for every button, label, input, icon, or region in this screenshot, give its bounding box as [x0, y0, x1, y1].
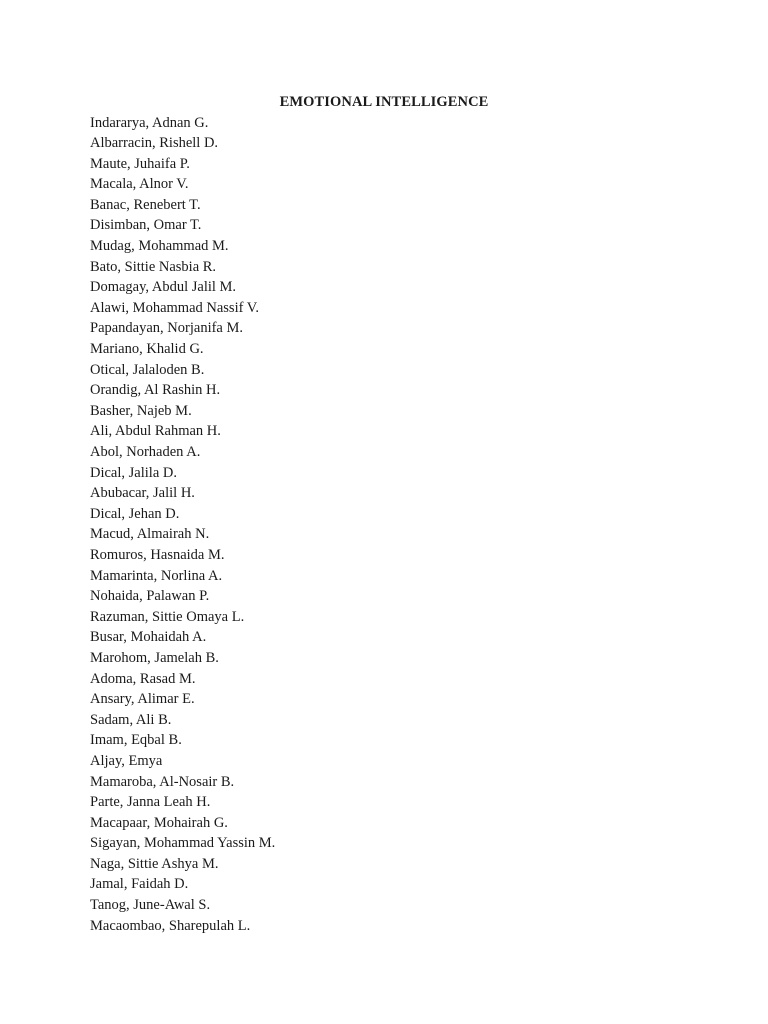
list-item: Busar, Mohaidah A. — [90, 629, 207, 646]
list-item: Basher, Najeb M. — [90, 402, 192, 419]
list-item: Nohaida, Palawan P. — [90, 588, 210, 605]
list-item: Mamarinta, Norlina A. — [90, 567, 223, 584]
list-item: Otical, Jalaloden B. — [90, 361, 205, 378]
list-item: Razuman, Sittie Omaya L. — [90, 608, 245, 625]
list-item: Macud, Almairah N. — [90, 526, 210, 543]
list-item: Naga, Sittie Ashya M. — [90, 855, 219, 872]
list-item: Imam, Eqbal B. — [90, 732, 182, 749]
list-item: Bato, Sittie Nasbia R. — [90, 258, 217, 275]
list-item: Marohom, Jamelah B. — [90, 649, 219, 666]
list-item: Abubacar, Jalil H. — [90, 485, 195, 502]
list-item: Aljay, Emya — [90, 752, 163, 769]
list-item: Abol, Norhaden A. — [90, 444, 201, 460]
list-item: Sigayan, Mohammad Yassin M. — [90, 835, 276, 852]
list-item: Alawi, Mohammad Nassif V. — [90, 299, 260, 316]
list-item: Maute, Juhaifa P. — [90, 155, 190, 172]
document-title: EMOTIONAL INTELLIGENCE — [279, 94, 489, 110]
list-item: Adoma, Rasad M. — [90, 670, 196, 687]
list-item: Mudag, Mohammad M. — [90, 238, 229, 255]
list-item: Domagay, Abdul Jalil M. — [90, 279, 237, 296]
list-item: Mariano, Khalid G. — [90, 341, 204, 358]
list-item: Macala, Alnor V. — [90, 176, 189, 193]
list-item: Indararya, Adnan G. — [90, 114, 209, 131]
list-item: Dical, Jehan D. — [90, 505, 180, 522]
list-item: Sadam, Ali B. — [90, 711, 172, 728]
list-item: Banac, Renebert T. — [90, 196, 201, 213]
list-item: Disimban, Omar T. — [90, 217, 202, 234]
list-item: Romuros, Hasnaida M. — [90, 546, 225, 563]
list-item: Macapaar, Mohairah G. — [90, 814, 228, 831]
list-item: Mamaroba, Al-Nosair B. — [90, 773, 235, 790]
list-item: Tanog, June-Awal S. — [90, 897, 211, 914]
list-item: Dical, Jalila D. — [90, 464, 177, 481]
list-item: Ali, Abdul Rahman H. — [90, 423, 221, 440]
list-item: Jamal, Faidah D. — [90, 876, 189, 893]
list-item: Ansary, Alimar E. — [90, 691, 195, 708]
list-item: Papandayan, Norjanifa M. — [90, 320, 244, 337]
name-list — [90, 113, 275, 937]
list-item: Orandig, Al Rashin H. — [90, 382, 221, 399]
list-item: Parte, Janna Leah H. — [90, 794, 211, 811]
list-item: Albarracin, Rishell D. — [90, 135, 219, 152]
list-item: Macaombao, Sharepulah L. — [90, 917, 251, 934]
